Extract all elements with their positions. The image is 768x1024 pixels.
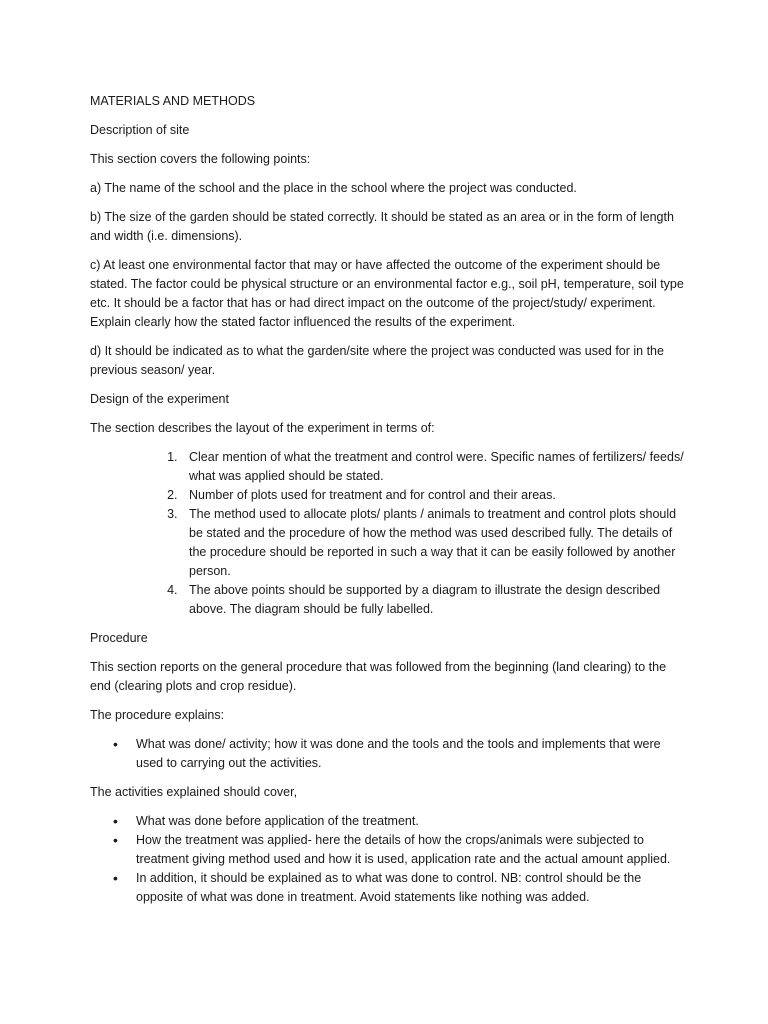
section-title: MATERIALS AND METHODS — [90, 94, 256, 108]
procedure-explains-label: The procedure explains: — [90, 708, 225, 722]
list-item: • What was done before application of the treatment. — [136, 812, 690, 831]
design-heading: Design of the experiment — [90, 392, 229, 406]
procedure-intro: This section reports on the general procedure that was followed from the beginning (land clearing) to the end (clearing plots and crop residue). — [90, 660, 667, 693]
procedure-cover-label: The activities explained should cover, — [90, 785, 298, 799]
design-item: 3. The method used to allocate plots/ plants / animals to treatment and control plots should be stated and the procedure of how the method was used described fully. The details of the procedure should be reported in such a way that it can be easily followed by another person. — [181, 505, 690, 581]
list-item: • How the treatment was applied- here the details of how the crops/animals were subjected to treatment giving method used and how it is used, application rate and the actual amount applied. — [136, 831, 690, 869]
design-item: 1. Clear mention of what the treatment and control were. Specific names of fertilizers/ feeds/ what was applied should be stated. — [181, 448, 690, 486]
site-heading: Description of site — [90, 123, 190, 137]
procedure-heading: Procedure — [90, 631, 148, 645]
design-item: 4. The above points should be supported by a diagram to illustrate the design described above. The diagram should be fully labelled. — [181, 581, 690, 619]
site-intro: This section covers the following points: — [90, 152, 311, 166]
procedure-explains-list — [90, 735, 690, 773]
design-item: 2. Number of plots used for treatment and for control and their areas. — [181, 486, 690, 505]
procedure-cover-list — [90, 812, 690, 907]
site-point-d: d) It should be indicated as to what the garden/site where the project was conducted was used for in the previous season/ year. — [90, 344, 664, 377]
design-list — [90, 448, 690, 619]
list-item: • What was done/ activity; how it was done and the tools and the tools and implements that were used to carrying out the activities. — [136, 735, 690, 773]
document-page — [90, 92, 690, 917]
site-point-c: c) At least one environmental factor that may or have affected the outcome of the experiment should be stated. The factor could be physical structure or an environmental factor e.g., soil pH, temperature, soil type etc. It should be a factor that has or had direct impact on the outcome of the project/study/ experiment. Explain clearly how the stated factor influenced the results of the experiment. — [90, 258, 684, 329]
site-point-b: b) The size of the garden should be stated correctly. It should be stated as an area or in the form of length and width (i.e. dimensions). — [90, 210, 674, 243]
design-intro: The section describes the layout of the experiment in terms of: — [90, 421, 435, 435]
site-point-a: a) The name of the school and the place in the school where the project was conducted. — [90, 181, 577, 195]
list-item: • In addition, it should be explained as to what was done to control. NB: control should be the opposite of what was done in treatment. Avoid statements like nothing was added. — [136, 869, 690, 907]
